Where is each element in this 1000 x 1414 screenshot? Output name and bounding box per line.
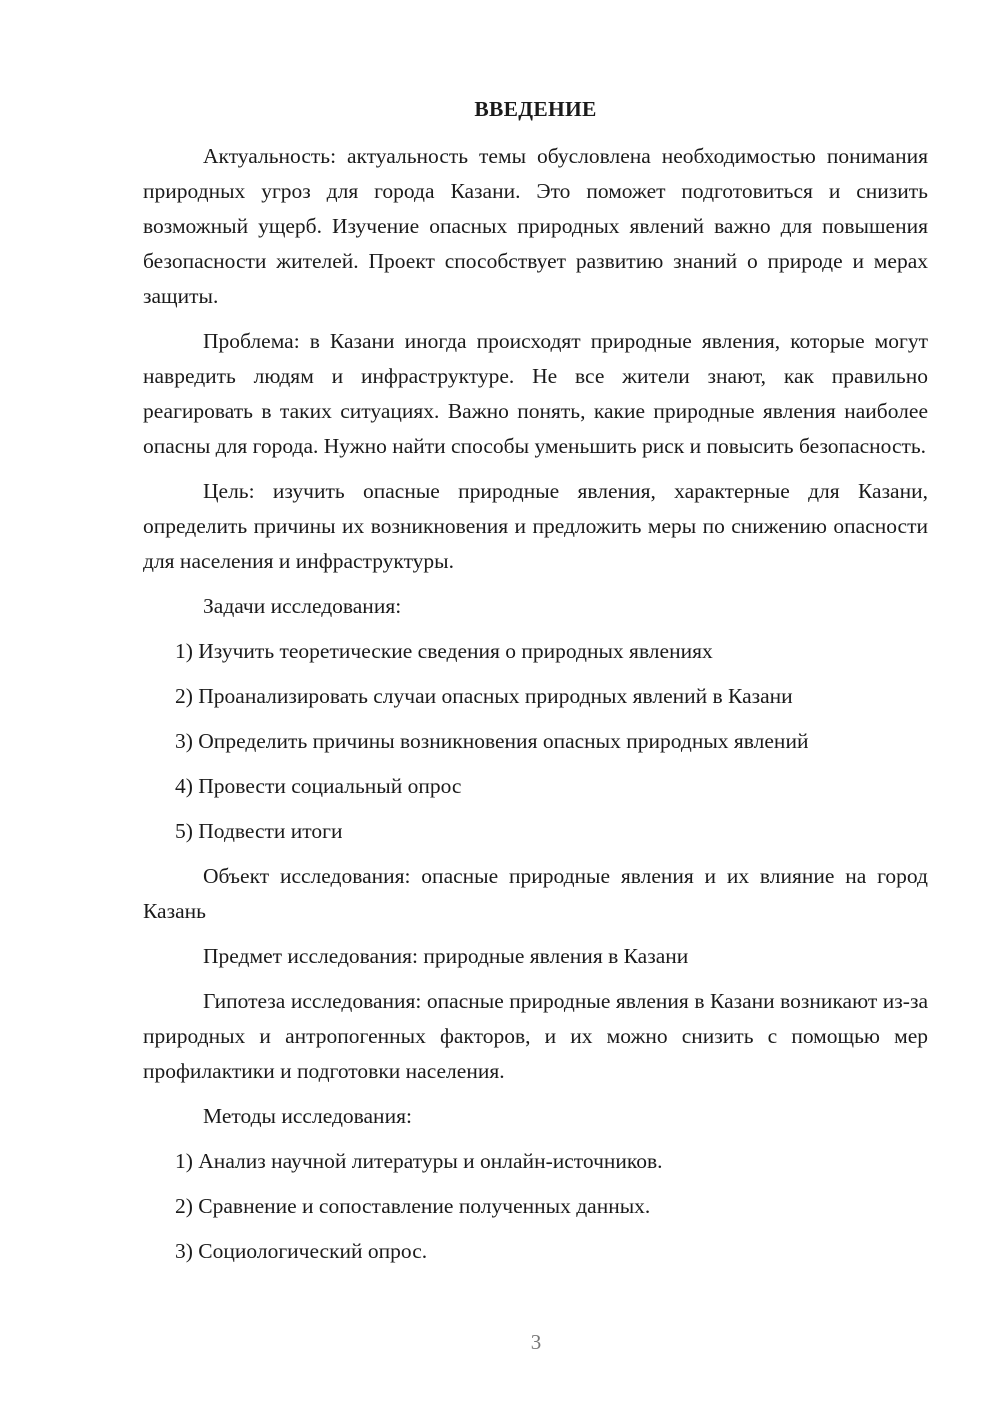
method-item: 3) Социологический опрос. xyxy=(175,1239,428,1263)
method-item: 2) Сравнение и сопоставление полученных данных. xyxy=(175,1194,651,1218)
goal-paragraph: Цель: изучить опасные природные явления, характерные для Казани, определить причины их возникновения и предложить меры по снижению опасности для населения и инфраструктуры. xyxy=(143,479,928,573)
document-page xyxy=(143,94,928,1279)
subject-paragraph: Предмет исследования: природные явления в Казани xyxy=(203,944,689,968)
methods-label: Методы исследования: xyxy=(203,1104,412,1128)
object-paragraph: Объект исследования: опасные природные явления и их влияние на город Казань xyxy=(143,864,928,923)
task-item: 2) Проанализировать случаи опасных природных явлений в Казани xyxy=(175,684,793,708)
method-item: 1) Анализ научной литературы и онлайн-источников. xyxy=(175,1149,663,1173)
page-title: ВВЕДЕНИЕ xyxy=(474,97,597,121)
task-item: 3) Определить причины возникновения опасных природных явлений xyxy=(175,729,809,753)
task-item: 5) Подвести итоги xyxy=(175,819,343,843)
hypothesis-paragraph: Гипотеза исследования: опасные природные явления в Казани возникают из-за природных и антропогенных факторов, и их можно снизить с помощью мер профилактики и подготовки населения. xyxy=(143,989,928,1083)
page-number: 3 xyxy=(530,1330,542,1354)
relevance-paragraph: Актуальность: актуальность темы обусловлена необходимостью понимания природных угроз для города Казани. Это поможет подготовиться и снизить возможный ущерб. Изучение опасных природных явлений важно для повышения безопасности жителей. Проект способствует развитию знаний о природе и мерах защиты. xyxy=(143,144,928,308)
task-item: 4) Провести социальный опрос xyxy=(175,774,462,798)
tasks-label: Задачи исследования: xyxy=(203,594,402,618)
problem-paragraph: Проблема: в Казани иногда происходят природные явления, которые могут навредить людям и инфраструктуре. Не все жители знают, как правильно реагировать в таких ситуациях. Важно понять, какие природные явления наиболее опасны для города. Нужно найти способы уменьшить риск и повысить безопасность. xyxy=(143,329,928,458)
task-item: 1) Изучить теоретические сведения о природных явлениях xyxy=(175,639,713,663)
